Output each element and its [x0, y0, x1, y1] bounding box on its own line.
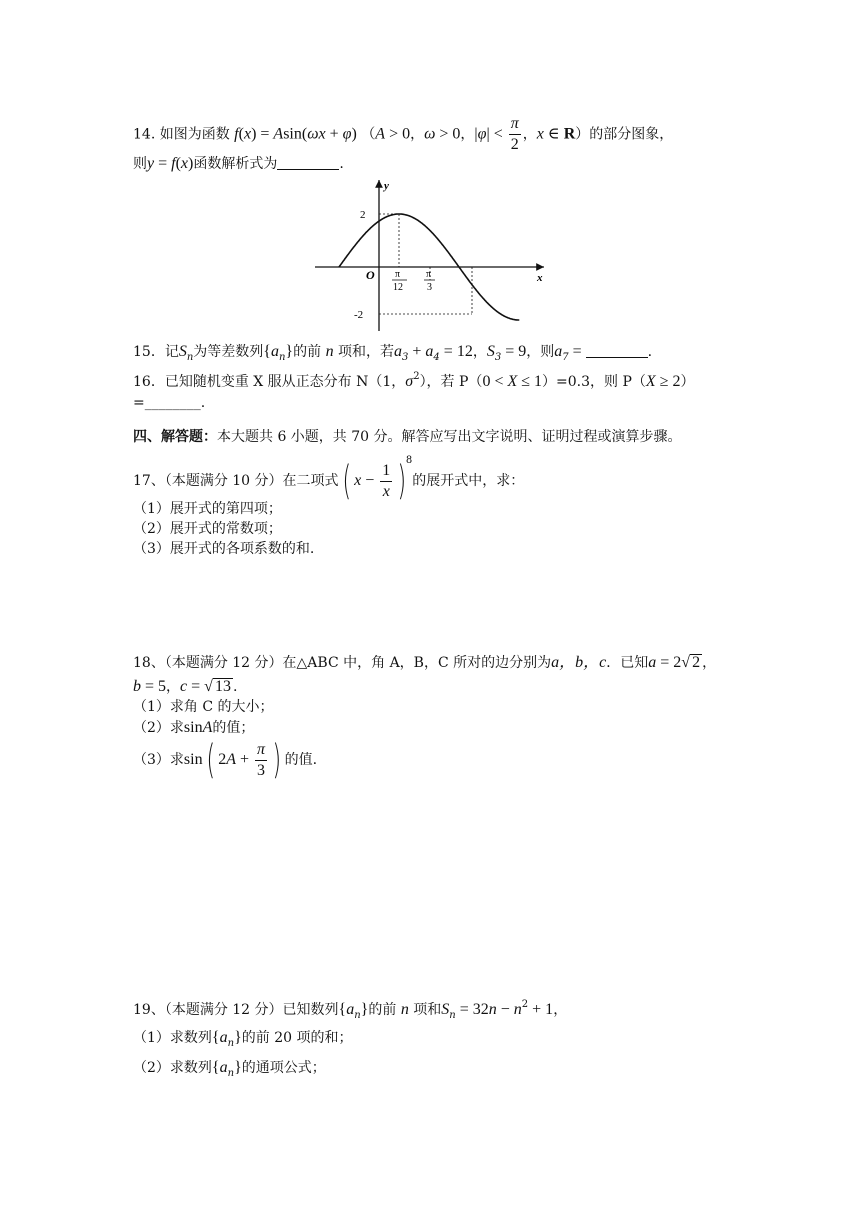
pi-over-2-fraction: $\frac{\pi}{2}$ [510, 115, 519, 153]
q18-item1: （1）求角 C 的大小； [133, 699, 274, 715]
q17-item2: （2）展开式的常数项； [133, 521, 282, 537]
y-axis-label: y [384, 180, 389, 192]
q17-item3: （3）展开式的各项系数的和. [133, 541, 315, 557]
q17-item1: （1）展开式的第四项； [133, 501, 282, 517]
q18-line1: 18、（本题满分 12 分）在△ABC 中，角 A，B，C 所对的边分别为a，b，c．已知a = 2√ 2 ， [133, 654, 717, 671]
q14-line2: 则y = f(x)函数解析式为 . [133, 155, 344, 172]
q19-item1: （1）求数列$\{a_n\}$的前 20 项的和； [133, 1029, 353, 1049]
x-tick-pi3-den: 3 [427, 282, 432, 293]
section4-heading: 四、解答题：本大题共 6 小题，共 70 分。解答应写出文字说明、证明过程或演算步骤。 [133, 429, 682, 445]
sine-graph [310, 176, 560, 336]
q16-line2: =________. [133, 395, 206, 411]
q16-line1: 16．已知随机变重 X 服从正态分布 N（1，$\sigma^2$），若 P（0 < X ≤ 1）=0.3，则 P（X ≥ 2） [133, 371, 695, 390]
x-tick-pi12-den: 12 [393, 282, 403, 293]
q19-item2: （2）求数列$\{a_n\}$的通项公式； [133, 1059, 326, 1079]
origin-label: O [366, 268, 375, 282]
q14-line1: 14. 如图为函数 f(x) = Asin(ωx + φ) （A > 0，ω > 0，|φ| < $\frac{\pi}{2}$ ，x ∈ R）的部分图象， [133, 115, 674, 153]
x-tick-pi3-num: π [426, 269, 432, 280]
answer-blank [277, 157, 339, 170]
y-tick-neg2: -2 [354, 309, 364, 321]
q14-text-a: 14. 如图为函数 [133, 126, 230, 143]
q19-line: 19、（本题满分 12 分）已知数列$\{a_n\}$的前 n 项和$S_n = 32n - n^2 + 1$， [133, 999, 568, 1021]
q14-function-formula: f [234, 125, 239, 143]
q17-line: 17、（本题满分 10 分）在二项式( x − $\frac{1}{x}$ )$^8$的展开式中，求： [133, 455, 525, 504]
x-axis-label: x [537, 272, 543, 284]
y-tick-2: 2 [360, 209, 366, 221]
q15-line: 15．记$S_n$为等差数列$\{a_n\}$的前 n 项和，若$a_3 + a_4 = 12$，$S_3 = 9$，则$a_7$ = . [133, 343, 653, 363]
x-tick-pi12-num: π [395, 269, 401, 280]
q18-item2: （2）求sinA的值； [133, 719, 255, 736]
q18-item3: （3）求sin( 2A + $\frac{\pi}{3}$ ) 的值. [133, 737, 318, 783]
answer-blank [586, 345, 648, 358]
q18-line2: b = 5，c = √ 13 . [133, 678, 238, 695]
